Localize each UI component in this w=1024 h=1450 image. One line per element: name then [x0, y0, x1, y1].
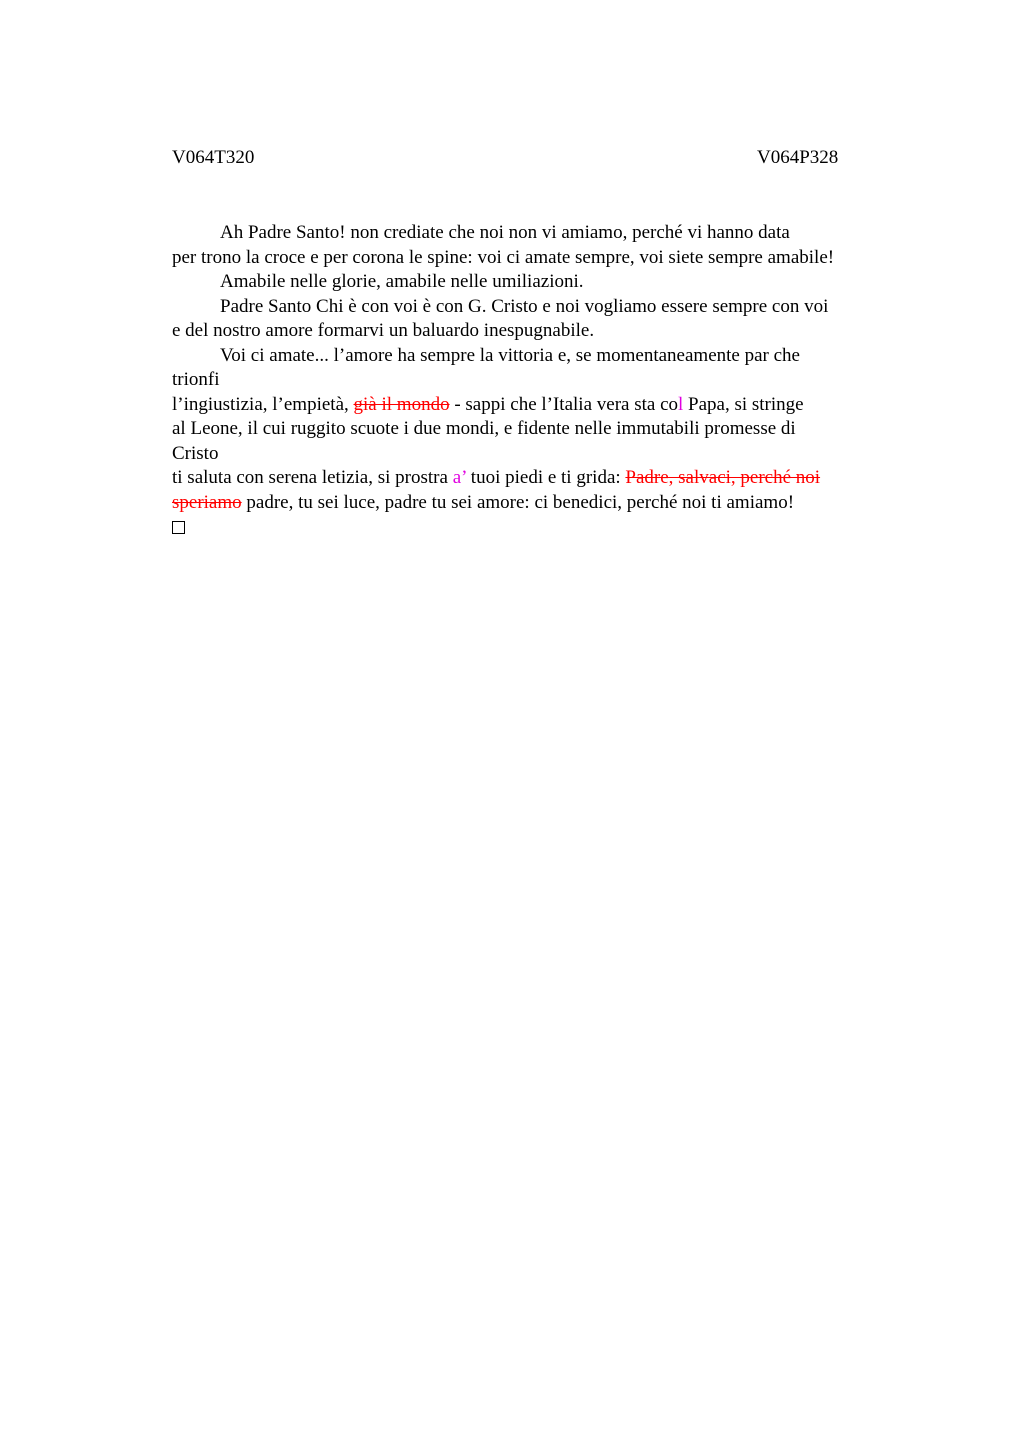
text-line: Ah Padre Santo! non crediate che noi non vi amiamo, perché vi hanno data: [220, 222, 790, 243]
text-segment: ti saluta con serena letizia, si prostra: [172, 467, 453, 488]
text-line: [172, 466, 912, 491]
document-code-left: V064T320: [172, 147, 255, 168]
inserted-text: a’: [452, 467, 467, 488]
text-line: Padre Santo Chi è con voi è con G. Cristo e noi vogliamo essere sempre con voi: [220, 295, 829, 317]
text-line: Amabile nelle glorie, amabile nelle umiliazioni.: [220, 271, 584, 292]
deleted-text: già il mondo: [353, 393, 450, 415]
end-marker-line: [172, 515, 912, 542]
text-line: [172, 393, 912, 418]
text-segment: padre, tu sei luce, padre tu sei amore: ci benedici, perché noi ti amiamo!: [241, 491, 795, 513]
inserted-text: l: [678, 393, 684, 415]
text-line: Cristo: [172, 442, 219, 464]
text-line: per trono la croce e per corona le spine: voi ci amate sempre, voi siete sempre amabile!: [172, 246, 835, 268]
text-segment: - sappi che l’Italia vera sta co: [449, 393, 678, 415]
document-body: [172, 221, 912, 542]
text-line: Voi ci amate... l’amore ha sempre la vittoria e, se momentaneamente par che: [220, 344, 800, 366]
text-line: e del nostro amore formarvi un baluardo inespugnabile.: [172, 320, 595, 341]
document-code-right: V064P328: [757, 147, 839, 168]
deleted-text: Padre, salvaci, perché noi: [625, 467, 821, 488]
deleted-text: speriamo: [172, 491, 242, 513]
text-line: [172, 491, 912, 516]
text-segment: Papa, si stringe: [683, 393, 804, 415]
text-segment: l’ingiustizia, l’empietà,: [172, 393, 354, 415]
text-segment: tuoi piedi e ti grida:: [466, 467, 626, 488]
end-square-icon: [172, 521, 185, 534]
text-line: trionfi: [172, 369, 220, 390]
text-line: al Leone, il cui ruggito scuote i due mondi, e fidente nelle immutabili promesse di: [172, 418, 796, 439]
